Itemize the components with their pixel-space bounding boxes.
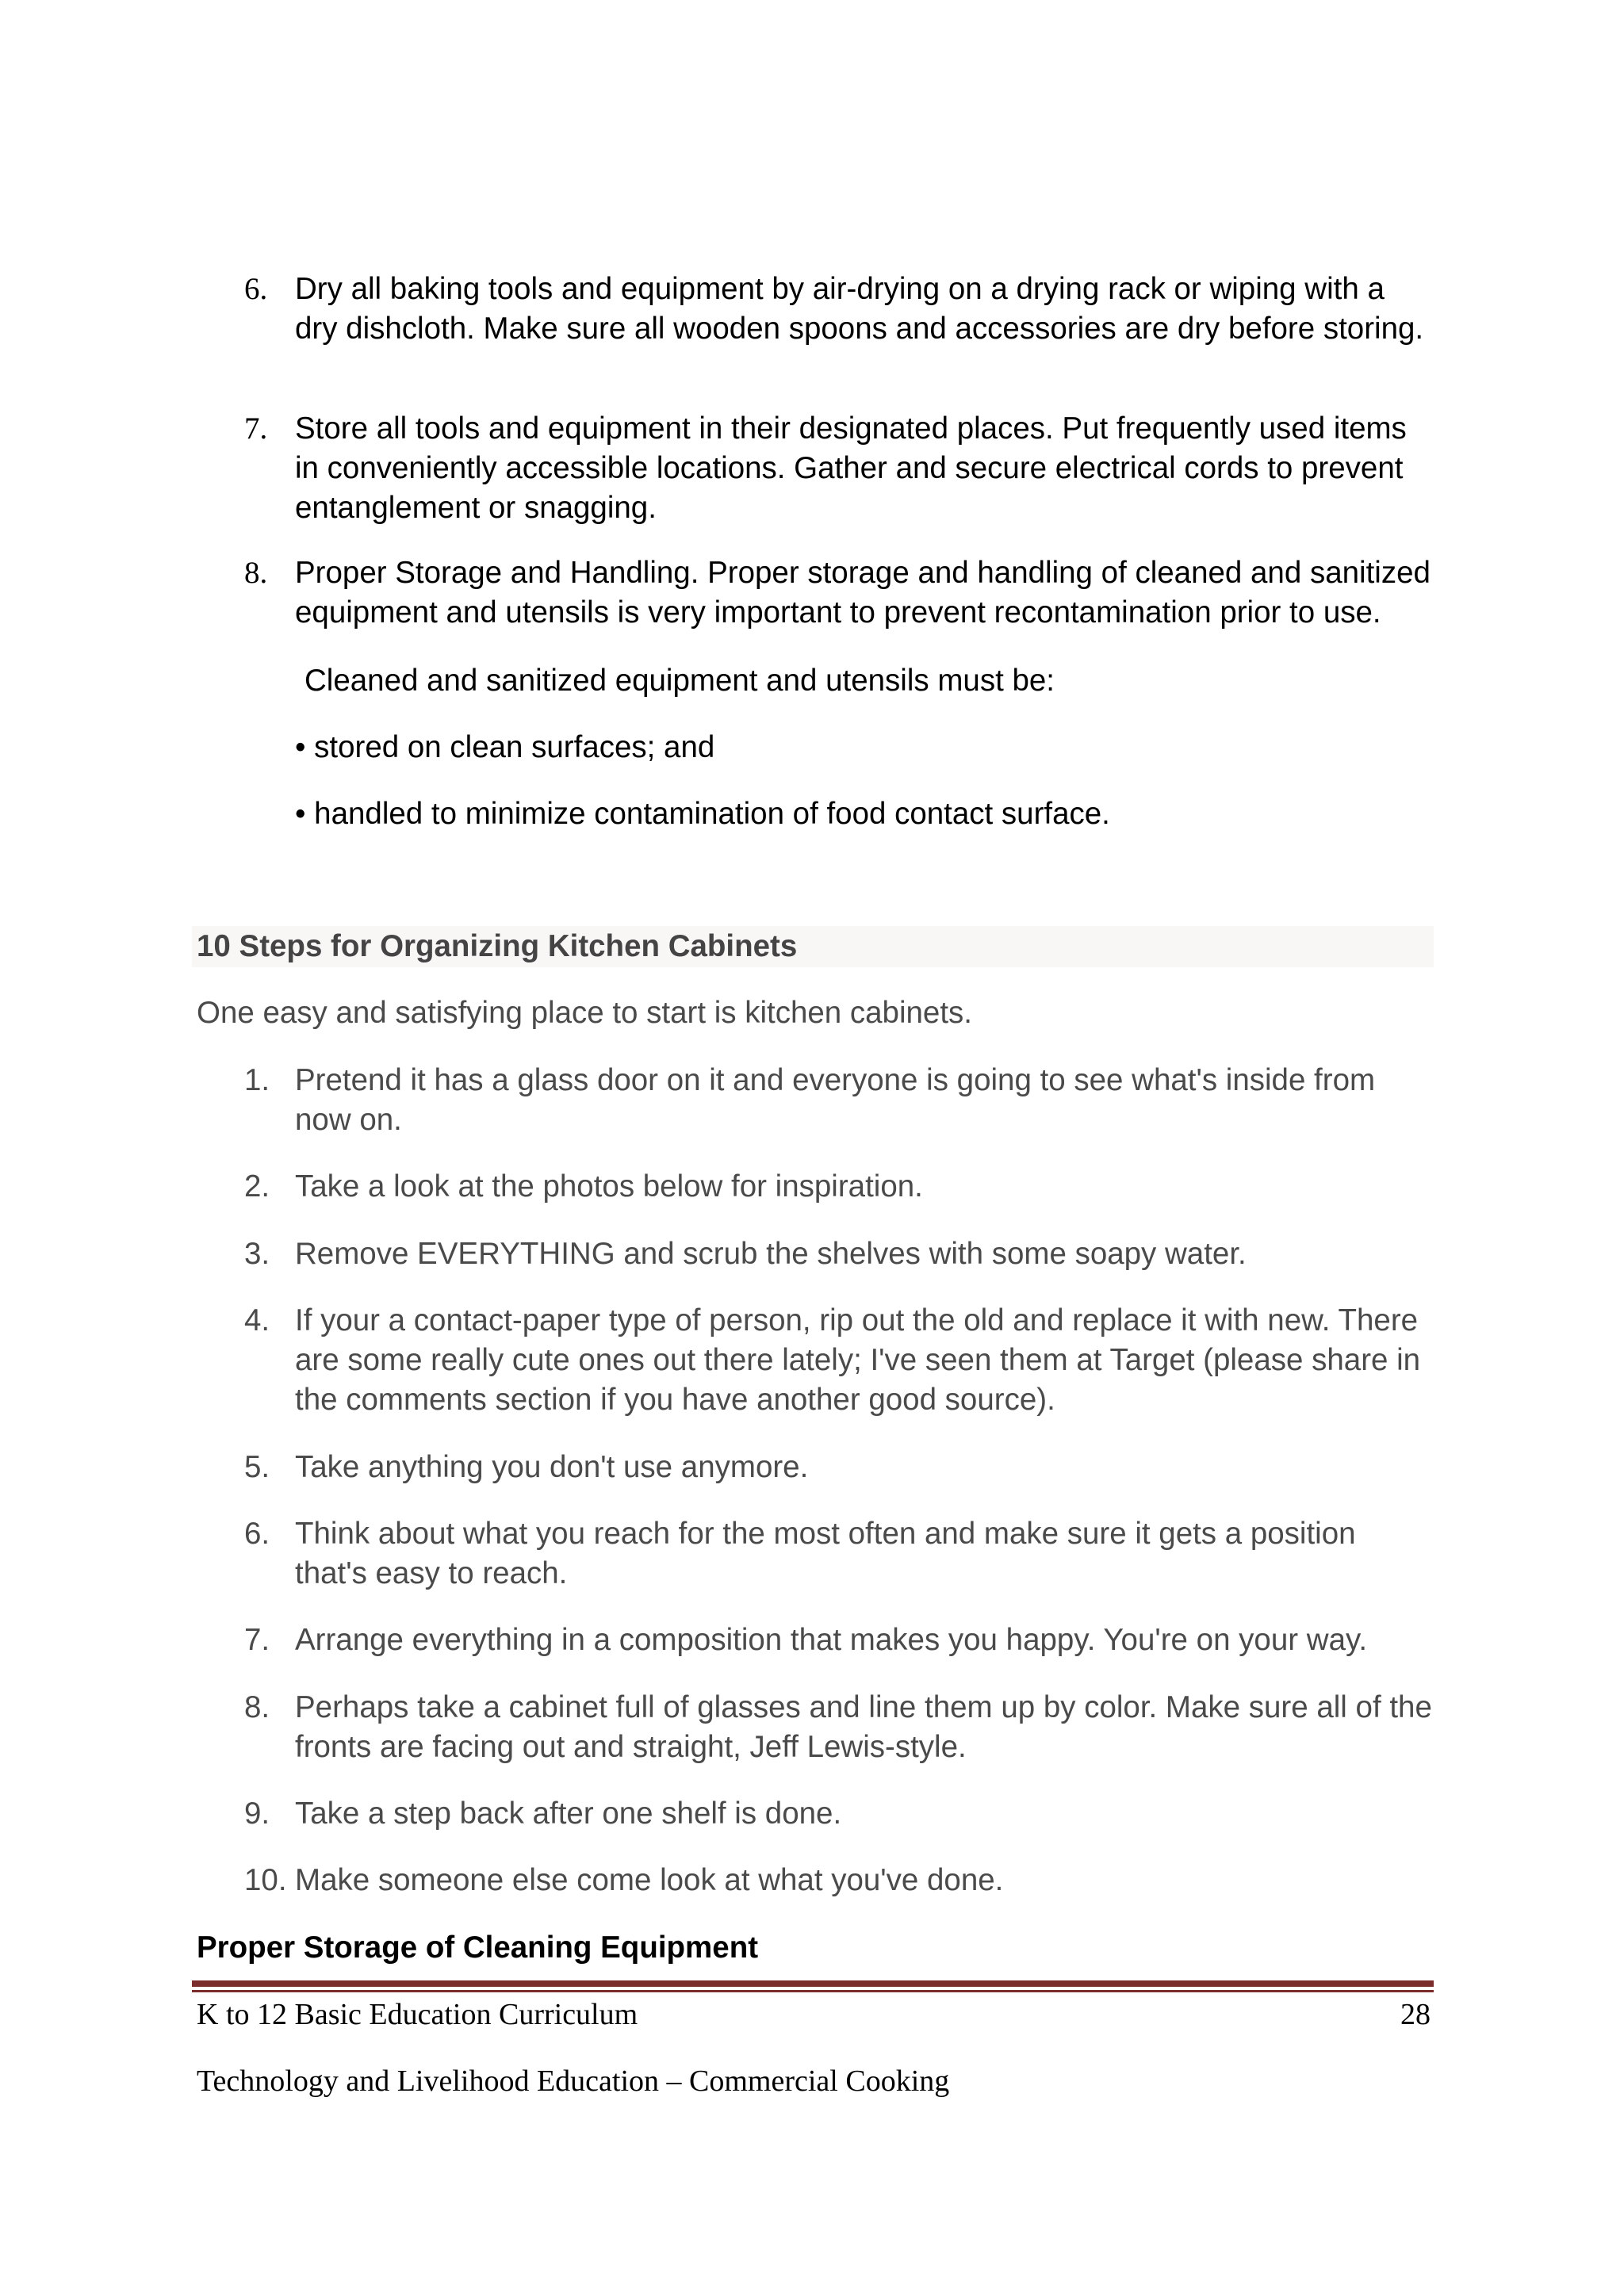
list-text: Take anything you don't use anymore. (295, 1450, 809, 1484)
list-item (244, 1514, 1434, 1594)
section-heading: 10 Steps for Organizing Kitchen Cabinets (197, 929, 798, 963)
list-number: 10. (244, 1863, 287, 1897)
list-number: 6. (244, 272, 268, 306)
list-text: Perhaps take a cabinet full of glasses and line them up by color. Make sure all of the fronts are facing out and straight, Jeff Lewis-style. (295, 1690, 1432, 1764)
list-item (244, 1621, 1434, 1660)
list-number: 3. (244, 1237, 270, 1271)
list-item (244, 270, 1434, 349)
list-number: 7. (244, 411, 268, 446)
list-number: 5. (244, 1450, 270, 1484)
footer-rule-thin (192, 1990, 1434, 1992)
list-item (244, 1301, 1434, 1420)
list-text: Dry all baking tools and equipment by air-drying on a drying rack or wiping with a dry dishcloth. Make sure all wooden spoons and accessories are dry before storing. (295, 272, 1424, 346)
list-number: 9. (244, 1797, 270, 1831)
list-number: 6. (244, 1517, 270, 1551)
list-text: Pretend it has a glass door on it and everyone is going to see what's inside from now on. (295, 1063, 1376, 1137)
list-number: 4. (244, 1303, 270, 1337)
page-number: 28 (1400, 1998, 1431, 2031)
list-text: If your a contact-paper type of person, rip out the old and replace it with new. There are some really cute ones out there lately; I've seen them at Target (please share in the comments section if you have another good source). (295, 1303, 1421, 1417)
list-text: Think about what you reach for the most often and make sure it gets a position that's easy to reach. (295, 1517, 1356, 1590)
list-text: Proper Storage and Handling. Proper storage and handling of cleaned and sanitized equipment and utensils is very important to prevent recontamination prior to use. (295, 556, 1431, 629)
list-number: 1. (244, 1063, 270, 1097)
footer-curriculum: K to 12 Basic Education Curriculum (197, 1998, 638, 2031)
list-number: 7. (244, 1623, 270, 1657)
list-text: Make someone else come look at what you've done. (295, 1863, 1004, 1897)
list-item (244, 1688, 1434, 1767)
list-item (244, 409, 1434, 528)
list-item (244, 553, 1434, 633)
section-subheading: Proper Storage of Cleaning Equipment (197, 1931, 759, 1965)
list-item (244, 1448, 1434, 1487)
list-item (244, 1861, 1434, 1900)
list-number: 8. (244, 556, 268, 590)
section-intro: One easy and satisfying place to start is kitchen cabinets. (197, 996, 972, 1030)
list-number: 2. (244, 1169, 270, 1203)
list-item (244, 1234, 1434, 1274)
storage-bullet: • stored on clean surfaces; and (295, 730, 715, 764)
list-text: Store all tools and equipment in their designated places. Put frequently used items in conveniently accessible locations. Gather and secure electrical cords to prevent entanglement or snagging. (295, 411, 1407, 525)
storage-intro: Cleaned and sanitized equipment and utensils must be: (304, 664, 1055, 698)
list-text: Arrange everything in a composition that makes you happy. You're on your way. (295, 1623, 1368, 1657)
footer-subject: Technology and Livelihood Education – Commercial Cooking (197, 2064, 950, 2098)
list-item (244, 1794, 1434, 1834)
list-item (244, 1167, 1434, 1207)
list-item (244, 1061, 1434, 1140)
list-text: Remove EVERYTHING and scrub the shelves with some soapy water. (295, 1237, 1247, 1271)
list-text: Take a look at the photos below for inspiration. (295, 1169, 923, 1203)
storage-bullet: • handled to minimize contamination of food contact surface. (295, 797, 1110, 831)
footer-rule (192, 1980, 1434, 1987)
list-text: Take a step back after one shelf is done. (295, 1797, 842, 1831)
list-number: 8. (244, 1690, 270, 1724)
